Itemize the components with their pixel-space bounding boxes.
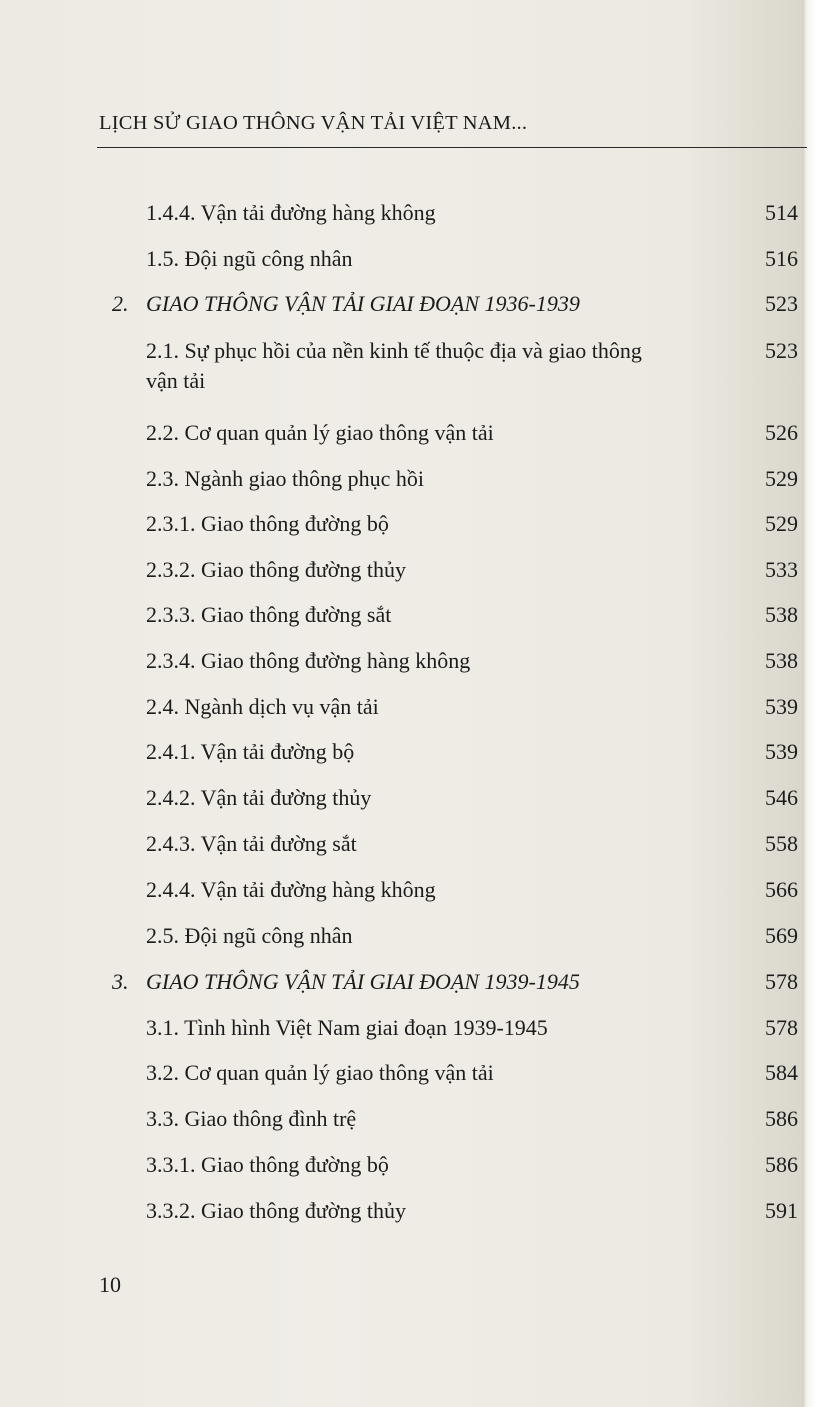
toc-entry-title: 2.3.4. Giao thông đường hàng không	[146, 648, 471, 673]
toc-page-number: 546	[765, 785, 798, 810]
toc-entry-title: 2.4. Ngành dịch vụ vận tải	[146, 694, 379, 719]
toc-page-number: 526	[765, 420, 798, 445]
toc-entry-title: 2.4.2. Vận tải đường thủy	[146, 785, 372, 810]
toc-entry-title: 2.4.4. Vận tải đường hàng không	[146, 877, 436, 902]
toc-entry-title: 3.3. Giao thông đình trệ	[146, 1106, 357, 1131]
toc-entry-title: 2.4.1. Vận tải đường bộ	[146, 739, 355, 764]
toc-entry-title: 2.1. Sự phục hồi của nền kinh tế thuộc địa và giao thông	[146, 338, 642, 363]
toc-page-number: 533	[765, 557, 798, 582]
page-edge	[802, 0, 816, 1407]
toc-page-number: 566	[765, 877, 798, 902]
toc-page-number: 539	[765, 694, 798, 719]
toc-page-number: 529	[765, 511, 798, 536]
toc-page-number: 591	[765, 1198, 798, 1223]
toc-entry-title: 2.3.2. Giao thông đường thủy	[146, 557, 407, 582]
toc-entry-title: 2.4.3. Vận tải đường sắt	[146, 831, 357, 856]
toc-entry-title: 1.4.4. Vận tải đường hàng không	[146, 200, 436, 225]
toc-page-number: 584	[765, 1060, 798, 1085]
toc-page-number: 538	[765, 602, 798, 627]
toc-entry-title: 2.2. Cơ quan quản lý giao thông vận tải	[146, 420, 494, 445]
toc-page-number: 569	[765, 923, 798, 948]
toc-page-number: 514	[765, 200, 798, 225]
toc-entry-title: 3.3.2. Giao thông đường thủy	[146, 1198, 407, 1223]
toc-page-number: 586	[765, 1152, 798, 1177]
toc-page-number: 578	[765, 969, 798, 994]
toc-entry-title: 3.2. Cơ quan quản lý giao thông vận tải	[146, 1060, 494, 1085]
header-rule	[97, 147, 807, 148]
toc-entry-title: 3.3.1. Giao thông đường bộ	[146, 1152, 389, 1177]
toc-entry-title: 2.3. Ngành giao thông phục hồi	[146, 466, 425, 491]
toc-page-number: 529	[765, 466, 798, 491]
toc-entry-title: 1.5. Đội ngũ công nhân	[146, 246, 353, 271]
toc-page-number: 516	[765, 246, 798, 271]
toc-entry-title: GIAO THÔNG VẬN TẢI GIAI ĐOẠN 1939-1945	[146, 969, 580, 994]
toc-page-number: 538	[765, 648, 798, 673]
toc-entry-title: 2.5. Đội ngũ công nhân	[146, 923, 353, 948]
toc-page-number: 558	[765, 831, 798, 856]
toc-section-number: 3.	[112, 969, 129, 994]
toc-entry-title: GIAO THÔNG VẬN TẢI GIAI ĐOẠN 1936-1939	[146, 291, 580, 316]
toc-page-number: 586	[765, 1106, 798, 1131]
toc-page-number: 523	[765, 338, 798, 363]
toc-entry-title: 2.3.3. Giao thông đường sắt	[146, 602, 392, 627]
toc-entry-title: 2.3.1. Giao thông đường bộ	[146, 511, 389, 536]
page-number: 10	[99, 1272, 121, 1297]
toc-page-number: 523	[765, 291, 798, 316]
toc-page-number: 578	[765, 1015, 798, 1040]
toc-page-number: 539	[765, 739, 798, 764]
toc-section-number: 2.	[112, 291, 129, 316]
toc-entry-title-continuation: vận tải	[146, 368, 206, 393]
running-header: LỊCH SỬ GIAO THÔNG VẬN TẢI VIỆT NAM...	[99, 112, 528, 134]
toc-entry-title: 3.1. Tình hình Việt Nam giai đoạn 1939-1945	[146, 1015, 548, 1040]
